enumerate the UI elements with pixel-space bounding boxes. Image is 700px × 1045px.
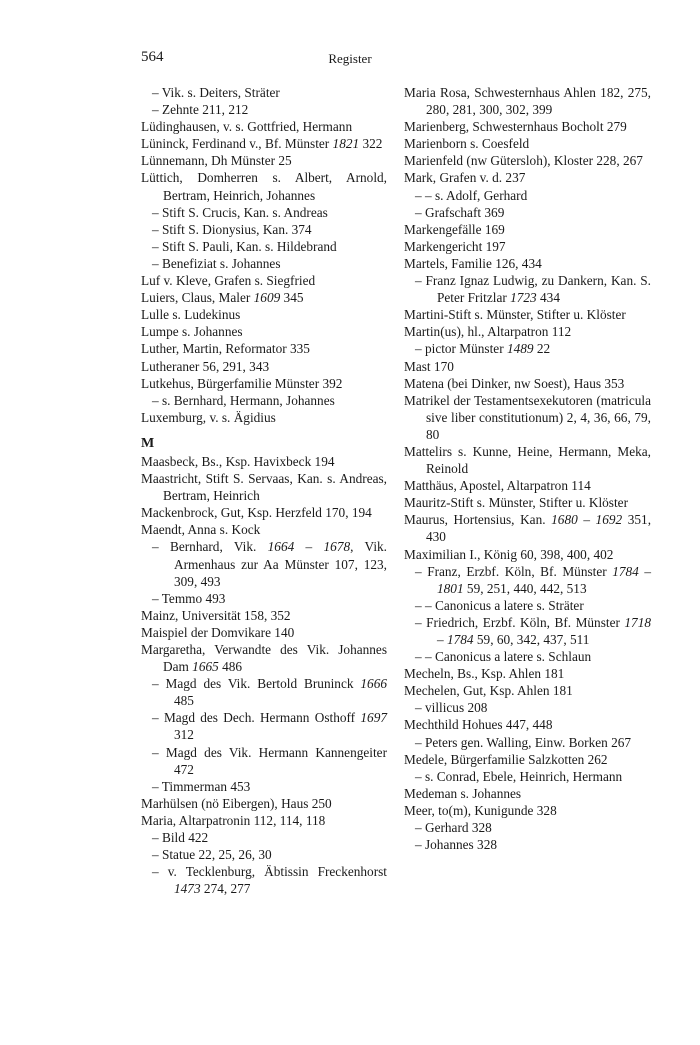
index-entry: Lüninck, Ferdinand v., Bf. Münster 1821 322 [141,136,383,152]
index-entry: Matrikel der Testamentsexekutoren (matricula sive liber constitutionum) 2, 4, 36, 66, 79, 80 [404,392,651,442]
index-entry: Marienborn s. Coesfeld [404,136,530,152]
index-subentry: – Friedrich, Erzbf. Köln, Bf. Münster 1718 – 1784 59, 60, 342, 437, 511 [415,614,651,647]
index-subentry: – – Canonicus a latere s. Schlaun [415,649,592,665]
index-entry: Matthäus, Apostel, Altarpatron 114 [404,478,591,494]
index-subentry: – s. Conrad, Ebele, Heinrich, Hermann [415,768,623,784]
index-entry: Maurus, Hortensius, Kan. 1680 – 1692 351, 430 [404,512,652,545]
index-entry: Lünnemann, Dh Münster 25 [141,153,292,169]
index-entry: Mackenbrock, Gut, Ksp. Herzfeld 170, 194 [141,505,372,521]
index-entry: Martin(us), hl., Altarpatron 112 [404,324,572,340]
index-entry: Maria Rosa, Schwesternhaus Ahlen 182, 275, 280, 281, 300, 302, 399 [404,85,651,118]
section-letter: M [141,435,155,451]
index-entry: Luiers, Claus, Maler 1609 345 [141,290,304,306]
index-entry: Martels, Familie 126, 434 [404,255,542,271]
index-column-left [141,84,387,897]
index-entry: Mechthild Hohues 447, 448 [404,717,553,733]
index-subentry: – s. Bernhard, Hermann, Johannes [152,392,335,408]
index-subentry: – Grafschaft 369 [415,204,505,220]
index-entry: Mecheln, Bs., Ksp. Ahlen 181 [404,666,565,682]
index-entry: Meer, to(m), Kunigunde 328 [404,802,557,818]
index-entry: Maendt, Anna s. Kock [141,522,261,538]
index-entry: Mark, Grafen v. d. 237 [404,170,526,186]
index-column-right [404,84,651,853]
index-entry: Lutkehus, Bürgerfamilie Münster 392 [141,375,343,391]
index-entry: Lulle s. Ludekinus [141,307,241,323]
index-subentry: – Stift S. Crucis, Kan. s. Andreas [152,204,328,220]
running-head: Register [328,51,372,66]
index-entry: Mechelen, Gut, Ksp. Ahlen 181 [404,683,573,699]
index-subentry: – Stift S. Dionysius, Kan. 374 [152,221,312,237]
index-subentry: – Bild 422 [152,830,209,846]
index-subentry: – Magd des Vik. Hermann Kannengeiter 472 [152,744,387,777]
index-entry: Mast 170 [404,358,454,374]
index-entry: Mainz, Universität 158, 352 [141,607,291,623]
index-entry: Mattelirs s. Kunne, Heine, Hermann, Meka, Reinold [404,443,651,477]
index-entry: Marhülsen (nö Eibergen), Haus 250 [141,795,332,811]
index-entry: Lumpe s. Johannes [141,324,243,340]
index-subentry: – Peters gen. Walling, Einw. Borken 267 [415,734,632,750]
index-subentry: – Magd des Vik. Bertold Bruninck 1666 485 [152,676,387,709]
index-entry: Medele, Bürgerfamilie Salzkotten 262 [404,751,608,767]
index-subentry: – Franz Ignaz Ludwig, zu Dankern, Kan. S. Peter Fritzlar 1723 434 [415,273,651,306]
index-entry: Marienberg, Schwesternhaus Bocholt 279 [404,119,627,135]
index-subentry: – Benefiziat s. Johannes [152,255,281,271]
index-subentry: – Zehnte 211, 212 [152,102,249,118]
index-subentry: – Timmerman 453 [152,778,251,794]
index-subentry: – Gerhard 328 [415,820,492,836]
index-entry: Maria, Altarpatronin 112, 114, 118 [141,812,326,828]
index-entry: Lüdinghausen, v. s. Gottfried, Hermann [141,119,353,135]
index-subentry: – pictor Münster 1489 22 [415,341,551,357]
index-subentry: – Vik. s. Deiters, Sträter [152,85,280,100]
index-entry: Matena (bei Dinker, nw Soest), Haus 353 [404,375,625,391]
index-entry: Marienfeld (nw Gütersloh), Kloster 228, 267 [404,153,643,169]
index-subentry: – – Canonicus a latere s. Sträter [415,597,584,613]
index-entry: Lüttich, Domherren s. Albert, Arnold, Bertram, Heinrich, Johannes [141,170,387,203]
index-subentry: – Johannes 328 [415,837,497,853]
page-number: 564 [141,49,164,65]
index-subentry: – Bernhard, Vik. 1664 – 1678, Vik. Armenhaus zur Aa Münster 107, 123, 309, 493 [152,539,387,589]
index-subentry: – Temmo 493 [152,590,226,606]
index-entry: Markengefälle 169 [404,221,505,237]
index-entry: Mauritz-Stift s. Münster, Stifter u. Klöster [404,495,629,511]
index-entry: Luxemburg, v. s. Ägidius [141,409,276,425]
index-entry: Luf v. Kleve, Grafen s. Siegfried [141,273,316,289]
index-subentry: – v. Tecklenburg, Äbtissin Freckenhorst 1473 274, 277 [152,864,387,897]
index-entry: Luther, Martin, Reformator 335 [141,341,310,357]
index-subentry: – Magd des Dech. Hermann Osthoff 1697 312 [152,710,387,743]
index-entry: Maispiel der Domvikare 140 [141,624,295,640]
index-entry: Markengericht 197 [404,238,506,254]
index-entry: Margaretha, Verwandte des Vik. Johannes Dam 1665 486 [141,642,387,675]
index-subentry: – Statue 22, 25, 26, 30 [152,847,272,863]
index-entry: Maastricht, Stift S. Servaas, Kan. s. Andreas, Bertram, Heinrich [141,471,387,504]
index-subentry: – Stift S. Pauli, Kan. s. Hildebrand [152,238,337,254]
index-entry: Medeman s. Johannes [404,785,522,801]
index-subentry: – – s. Adolf, Gerhard [415,187,528,203]
index-entry: Maasbeck, Bs., Ksp. Havixbeck 194 [141,453,335,469]
index-entry: Martini-Stift s. Münster, Stifter u. Klöster [404,307,626,323]
index-subentry: – villicus 208 [415,700,488,716]
index-entry: Lutheraner 56, 291, 343 [141,358,270,374]
index-subentry: – Franz, Erzbf. Köln, Bf. Münster 1784 – 1801 59, 251, 440, 442, 513 [415,563,651,596]
index-entry: Maximilian I., König 60, 398, 400, 402 [404,546,614,562]
